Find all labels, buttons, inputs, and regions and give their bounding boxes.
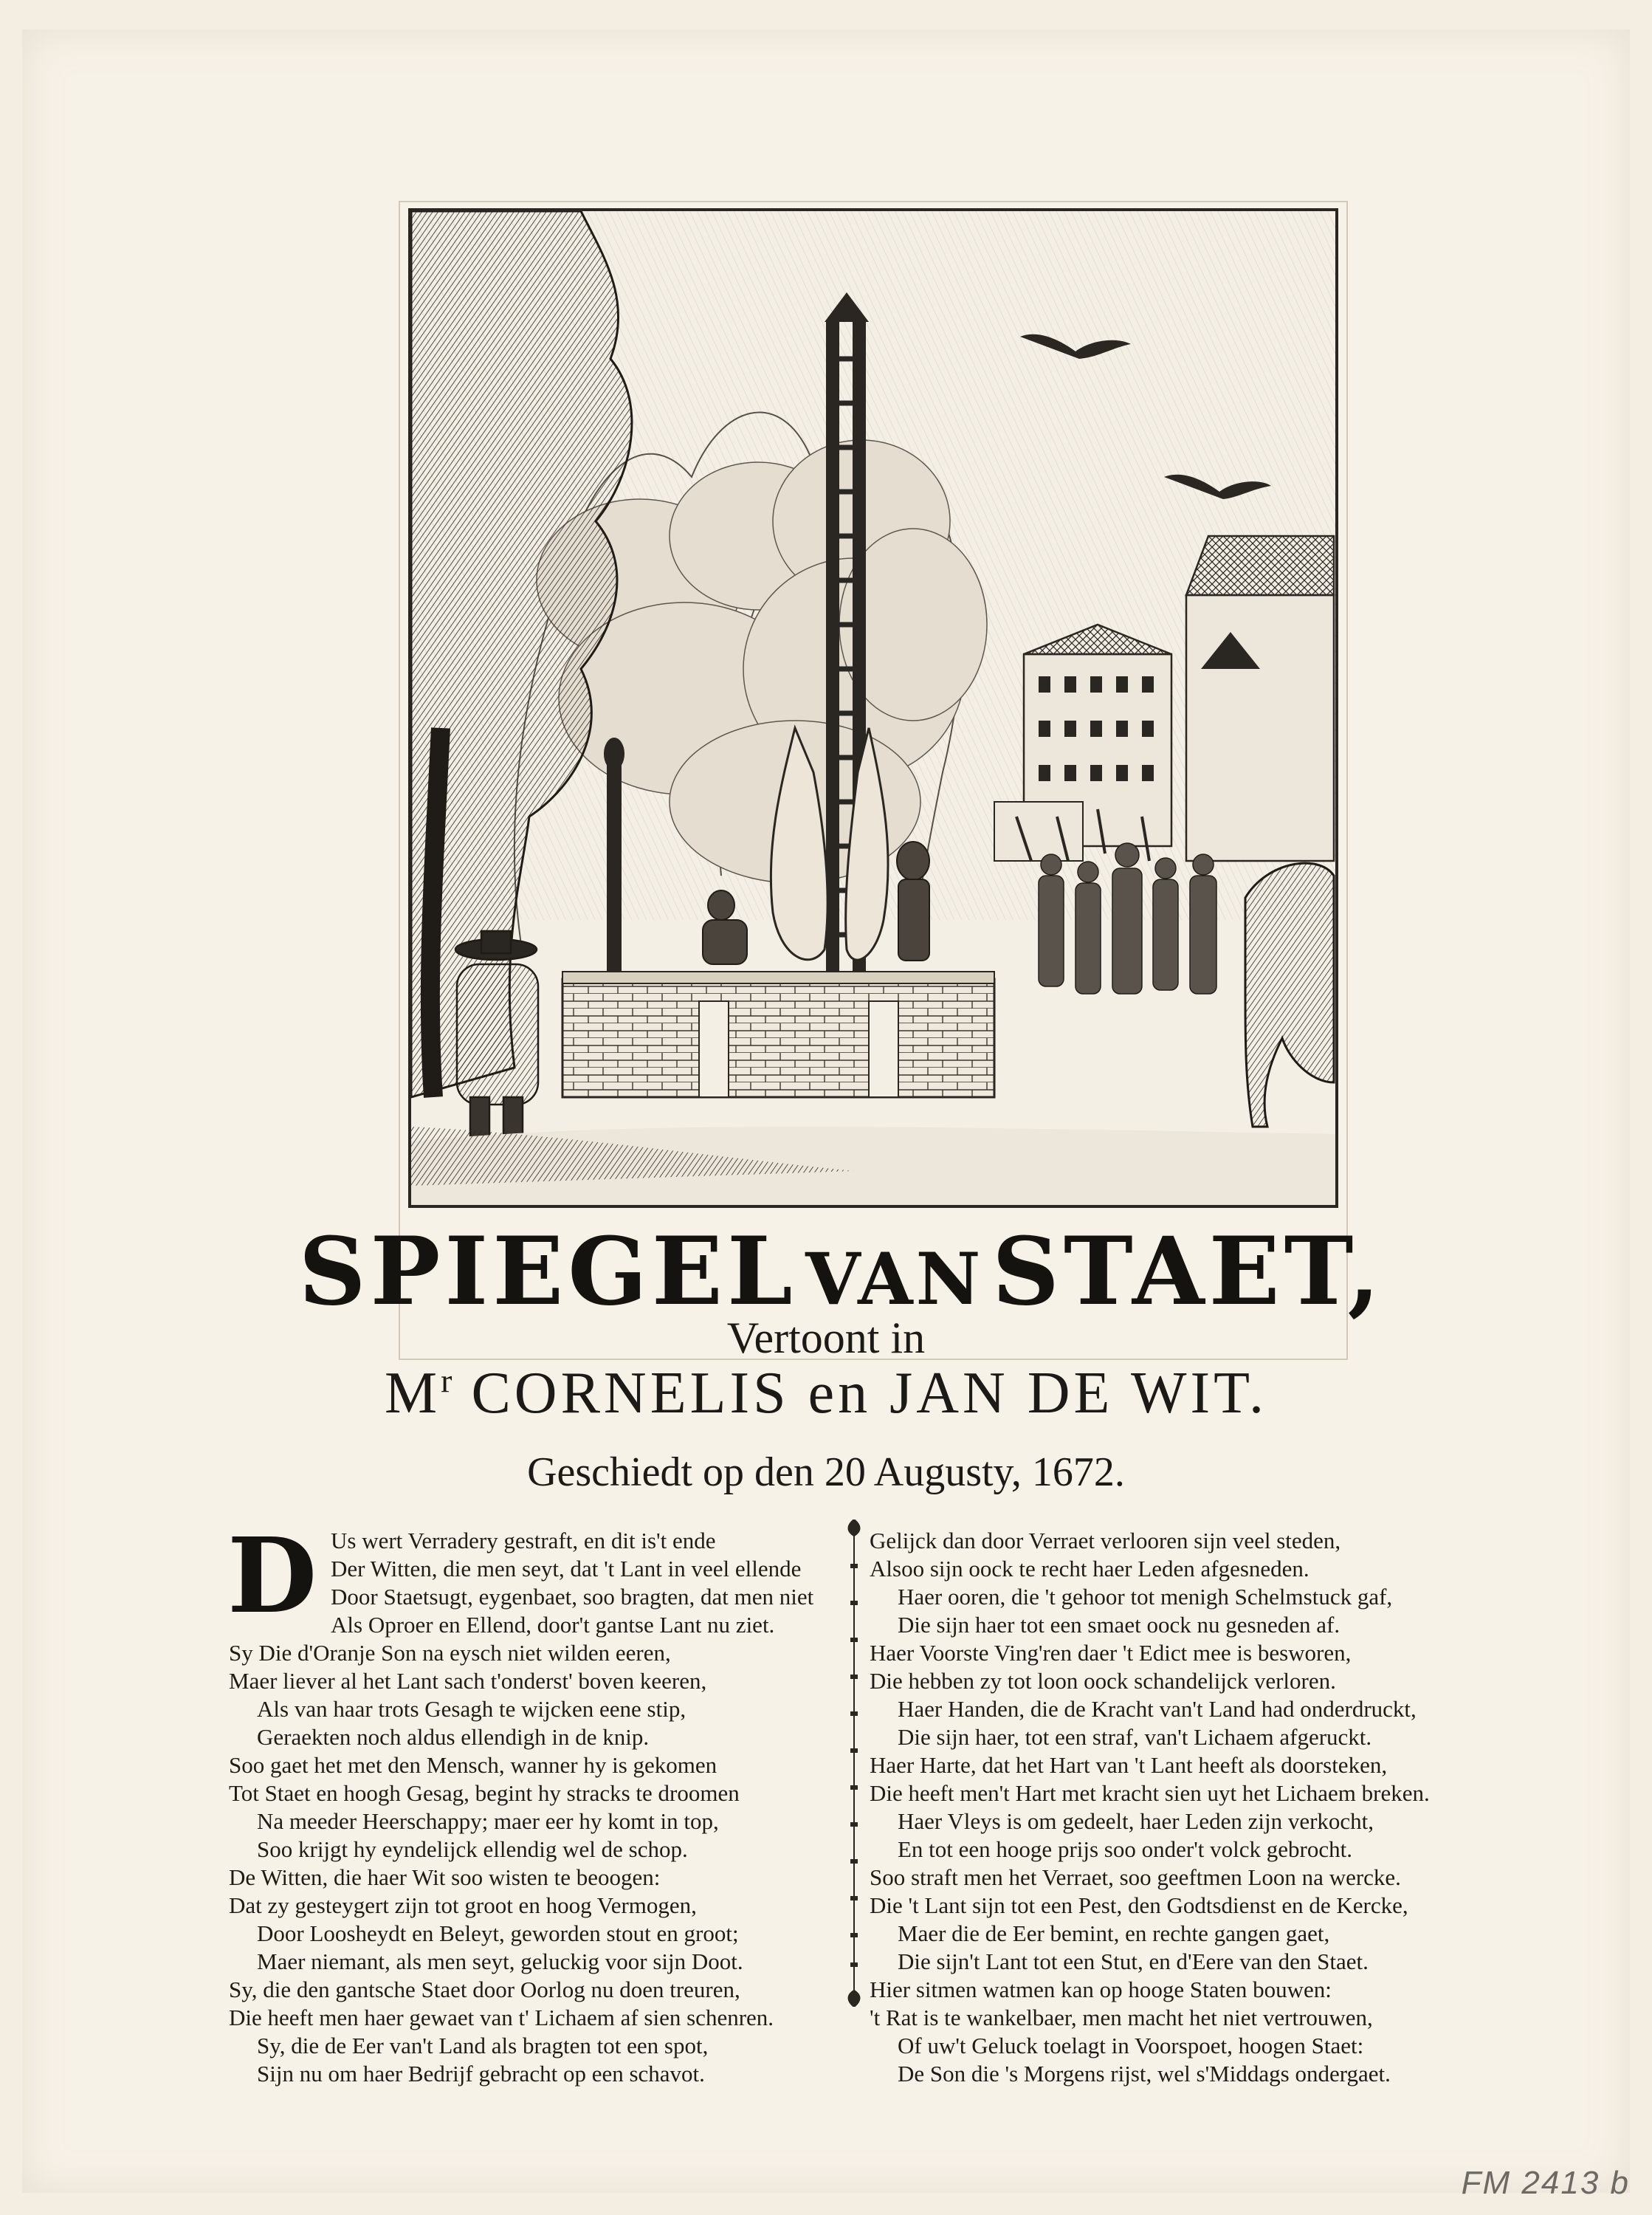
poem-line: Die sijn haer, tot een straf, van't Lichaem afgeruckt.	[898, 1724, 1372, 1750]
names-text: CORNELIS en JAN DE WIT.	[452, 1361, 1268, 1426]
poem-line: Haer Harte, dat het Hart van 't Lant heeft als doorsteken,	[870, 1752, 1388, 1778]
engraving-illustration	[408, 208, 1338, 1208]
poem-line: Die sijn't Lant tot een Stut, en d'Eere van den Staet.	[898, 1948, 1369, 1974]
names-prefix: M	[384, 1361, 441, 1426]
poem-line: Maer niemant, als men seyt, geluckig voor sijn Doot.	[257, 1948, 743, 1974]
poem-line: Die 't Lant sijn tot een Pest, den Godtsdienst en de Kercke,	[870, 1892, 1408, 1918]
subtitle: Vertoont in	[726, 1313, 926, 1362]
poem-line: Maer die de Eer bemint, en rechte gangen gaet,	[898, 1920, 1330, 1946]
poem-line: Sy Die d'Oranje Son na eysch niet wilden eeren,	[229, 1640, 671, 1666]
poem-line: Der Witten, die men seyt, dat 't Lant in veel ellende	[331, 1556, 802, 1582]
poem-line: Soo gaet het met den Mensch, wanner hy is gekomen	[229, 1752, 717, 1778]
poem-line: Maer liever al het Lant sach t'onderst' boven keeren,	[229, 1668, 707, 1694]
poem-line: Haer ooren, die 't gehoor tot menigh Schelmstuck gaf,	[898, 1584, 1393, 1610]
poem-line: Gelijck dan door Verraet verlooren sijn veel steden,	[870, 1528, 1341, 1553]
poem-line: Door Staetsugt, eygenbaet, soo bragten, dat men niet	[331, 1584, 814, 1610]
poem-line: Alsoo sijn oock te recht haer Leden afgesneden.	[870, 1556, 1309, 1582]
poem-line: Hier sitmen watmen kan op hooge Staten bouwen:	[870, 1977, 1332, 2002]
poem-line: Soo krijgt hy eyndelijck ellendig wel de schop.	[257, 1836, 688, 1862]
poem-line: 't Rat is te wankelbaer, men macht het niet vertrouwen,	[870, 2005, 1373, 2030]
poem-line: Soo straft men het Verraet, soo geeftmen Loon na wercke.	[870, 1864, 1401, 1890]
poem-line: Na meeder Heerschappy; maer eer hy komt in top,	[257, 1808, 719, 1834]
poem-left-column	[227, 1516, 856, 2088]
names-prefix-sup: r	[441, 1361, 453, 1400]
poem-line: Geraekten noch aldus ellendigh in de knip.	[257, 1724, 650, 1750]
poem-line: En tot een hooge prijs soo onder't volck gebrocht.	[898, 1836, 1352, 1862]
poem-line: Haer Voorste Ving'ren daer 't Edict mee is besworen,	[870, 1640, 1352, 1666]
poem-line: Haer Handen, die de Kracht van't Land had onderdruckt,	[898, 1696, 1417, 1722]
poem-line: Die sijn haer tot een smaet oock nu gesneden af.	[898, 1612, 1340, 1638]
poem-line: Als van haar trots Gesagh te wijcken eene stip,	[257, 1696, 686, 1722]
poem-line: Sy, die de Eer van't Land als bragten tot een spot,	[257, 2033, 709, 2058]
poem-line: Dat zy gesteygert zijn tot groot en hoog Vermogen,	[229, 1892, 697, 1918]
poem-right-column	[870, 1527, 1482, 2088]
poem-line: Die heeft men't Hart met kracht sien uyt het Lichaem breken.	[870, 1780, 1430, 1806]
event-date: Geschiedt op den 20 Augusty, 1672.	[527, 1449, 1125, 1495]
title-word-spiegel: SPIEGEL	[298, 1217, 797, 1326]
poem-line: Tot Staet en hoogh Gesag, begint hy stracks te droomen	[229, 1780, 740, 1806]
title-word-van: VAN	[805, 1237, 984, 1321]
drop-cap: D	[227, 1516, 317, 1637]
print-title	[192, 1217, 1491, 1326]
poem-line: Die hebben zy tot loon oock schandelijck verloren.	[870, 1668, 1336, 1694]
poem-line: De Witten, die haer Wit soo wisten te beoogen:	[229, 1864, 661, 1890]
poem-line: Door Loosheydt en Beleyt, geworden stout en groot;	[257, 1920, 739, 1946]
poem-line: Us wert Verradery gestraft, en dit is't ende	[331, 1528, 716, 1553]
poem-line: Sijn nu om haer Bedrijf gebracht op een schavot.	[257, 2061, 705, 2087]
poem-line: Die heeft men haer gewaet van t' Lichaem af sien schenren.	[229, 2005, 774, 2030]
poem-line: Als Oproer en Ellend, door't gantse Lant nu ziet.	[331, 1612, 775, 1638]
poem-line: Of uw't Geluck toelagt in Voorspoet, hoogen Staet:	[898, 2033, 1364, 2058]
title-word-staet: STAET,	[991, 1217, 1385, 1326]
column-divider-ornament	[845, 1519, 863, 2007]
poem-line: Haer Vleys is om gedeelt, haer Leden zijn verkocht,	[898, 1808, 1374, 1834]
pencil-inventory-note: FM 2413 b	[1461, 2165, 1630, 2201]
subject-names	[0, 1360, 1652, 1427]
poem-line: Sy, die den gantsche Staet door Oorlog nu doen treuren,	[229, 1977, 740, 2002]
poem-line: De Son die 's Morgens rijst, wel s'Middags ondergaet.	[898, 2061, 1391, 2087]
